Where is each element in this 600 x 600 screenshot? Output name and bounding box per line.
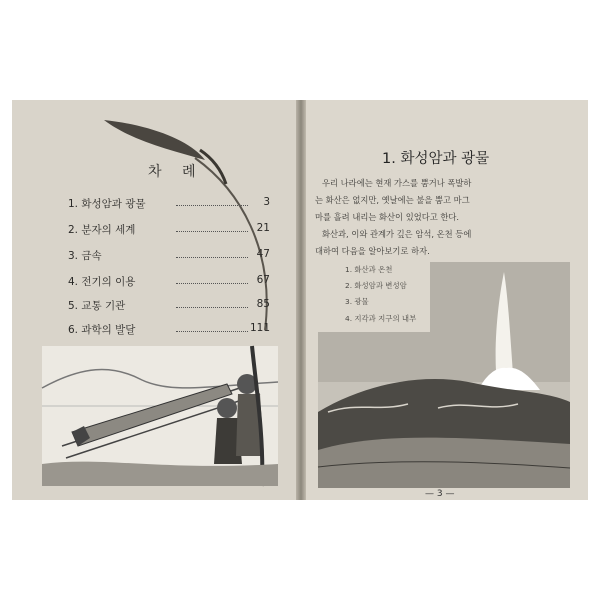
toc-item-label: 5. 교통 기관 (68, 300, 126, 312)
chapter-title: 1. 화성암과 광물 (382, 151, 490, 167)
page-number: — 3 — (425, 489, 455, 499)
toc-leader-dots (176, 283, 248, 284)
toc-item[interactable] (68, 196, 270, 214)
toc-leader-dots (176, 231, 248, 232)
toc-item[interactable] (68, 248, 270, 266)
paragraph-line: 우리 나라에는 현재 가스를 뿜거나 폭발하 (322, 178, 472, 188)
toc-item[interactable] (68, 274, 270, 292)
topic-item: 4. 지각과 지구의 내부 (345, 314, 417, 323)
train-illustration (42, 346, 278, 486)
toc-item-label: 4. 전기의 이용 (68, 276, 136, 288)
toc-leader-dots (176, 307, 248, 308)
toc-item[interactable] (68, 298, 270, 316)
toc-item-label: 2. 분자의 세계 (68, 224, 136, 236)
toc-leader-dots (176, 257, 248, 258)
topic-item: 1. 화산과 온천 (345, 265, 393, 274)
paragraph-line: 는 화산은 없지만, 옛날에는 불을 뿜고 마그 (315, 195, 470, 205)
toc-item-page: 85 (256, 298, 270, 310)
toc-item-page: 21 (256, 222, 270, 234)
toc-item-page: 67 (256, 274, 270, 286)
paragraph-line: 대하여 다음을 알아보기로 하자. (315, 246, 430, 256)
toc-item-label: 6. 과학의 발달 (68, 324, 136, 336)
paragraph-line: 마를 흘려 내리는 화산이 있었다고 한다. (315, 212, 460, 222)
toc-item-page: 3 (263, 196, 270, 208)
toc-item-page: 47 (256, 248, 270, 260)
topic-item: 3. 광물 (345, 297, 369, 306)
topic-item: 2. 화성암과 변성암 (345, 281, 407, 290)
volcano-illustration (318, 262, 570, 488)
toc-item-page: 111 (249, 322, 270, 334)
toc-item[interactable] (68, 322, 270, 340)
toc-item-label: 1. 화성암과 광물 (68, 198, 146, 210)
toc-item[interactable] (68, 222, 270, 240)
paragraph-line: 화산과, 이와 관계가 깊은 암석, 온천 등에 (322, 229, 472, 239)
toc-item-label: 3. 금속 (68, 250, 102, 262)
toc-leader-dots (176, 331, 248, 332)
toc-title: 차 례 (148, 164, 204, 180)
toc-leader-dots (176, 205, 248, 206)
